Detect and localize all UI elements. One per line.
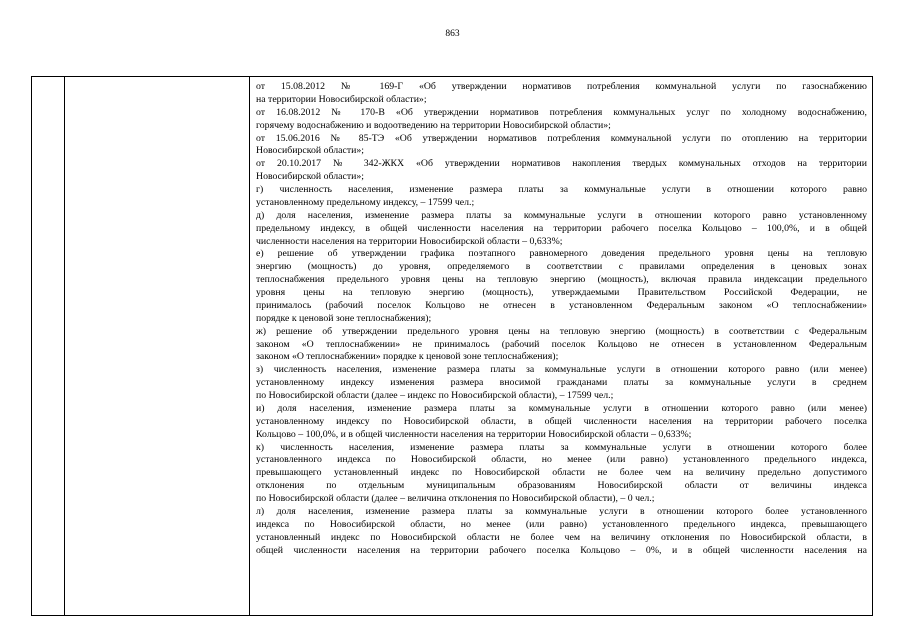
text-line: е) решение об утверждении графика поэтапного равномерного доведения предельного уровня цены на тепловую bbox=[256, 248, 867, 260]
text-line: от 15.06.2016 № 85-ТЭ «Об утверждении нормативов потребления коммунальной услуги по отоплению на территории bbox=[256, 132, 867, 144]
text-line: энергию (мощность) до уровня, определяемого в соответствии с правилами определения в ценовых зонах bbox=[256, 261, 867, 273]
text-line: установленному индексу изменения размера вносимой гражданами платы за коммунальные услуги в среднем bbox=[256, 377, 867, 389]
text-line: установленному предельному индексу, – 17599 чел.; bbox=[256, 196, 475, 208]
table-cell-indicator bbox=[65, 77, 250, 615]
text-line: Новосибирской области»; bbox=[256, 171, 364, 183]
text-line: и) доля населения, изменение размера платы за коммунальные услуги в отношении которого равно (или менее) bbox=[256, 402, 867, 414]
text-line: г) численность населения, изменение размера платы за коммунальные услуги в отношении которого равно bbox=[256, 184, 867, 195]
text-line: установленный индекс по Новосибирской области не более чем на величину отклонения по Новосибирской области, в bbox=[256, 531, 867, 543]
text-line: теплоснабжения предельного уровня цены на тепловую энергию (мощность), включая правила индексации предельного bbox=[256, 274, 867, 286]
text-line: превышающего установленный индекс по Новосибирской области не более чем на величину предельно допустимого bbox=[256, 467, 867, 479]
text-line: ж) решение об утверждении предельного уровня цены на тепловую энергию (мощность) в соответствии с Федеральным bbox=[256, 325, 867, 337]
text-line: к) численность населения, изменение размера платы за коммунальные услуги в отношении которого более bbox=[256, 441, 867, 453]
text-line: д) доля населения, изменение размера платы за коммунальные услуги в отношении которого равно установленному bbox=[256, 209, 867, 221]
text-line: уровня цены на тепловую энергию (мощность), утверждаемыми Правительством Российской Федерации, не bbox=[256, 287, 867, 298]
text-line: по Новосибирской области (далее – индекс по Новосибирской области), – 17599 чел.; bbox=[256, 390, 614, 401]
table-cell-content bbox=[250, 77, 873, 615]
text-line: на территории Новосибирской области»; bbox=[256, 93, 427, 105]
text-line: установленного индекса по Новосибирской области, но менее (или равно) установленного предельного индекса, bbox=[256, 454, 867, 466]
text-line: от 15.08.2012 № 169-Г «Об утверждении нормативов потребления коммунальной услуги по газоснабжению bbox=[256, 81, 867, 92]
text-line: отклонения по отдельным муниципальным образованиям Новосибирской области от величины индекса bbox=[256, 480, 867, 492]
text-line: предельному индексу, в общей численности населения на территории рабочего поселка Кольцово – 100,0%, и в общей bbox=[256, 222, 867, 234]
document-table bbox=[31, 76, 873, 616]
text-line: индекса по Новосибирской области, но менее (или равно) установленного предельного индекса, превышающего bbox=[256, 518, 867, 530]
text-line: принималось (рабочий поселок Кольцово не отнесен в установленном Федеральным законом «О теплоснабжении» bbox=[256, 299, 867, 311]
text-line: з) численность населения, изменение размера платы за коммунальные услуги в отношении которого равно (или менее) bbox=[256, 364, 867, 376]
text-line: порядке к ценовой зоне теплоснабжения); bbox=[256, 312, 432, 324]
text-line: установленному индексу по Новосибирской области, в общей численности населения на территории рабочего поселка bbox=[256, 415, 867, 427]
text-line: горячему водоснабжению и водоотведению на территории Новосибирской области»; bbox=[256, 119, 611, 131]
text-line: Новосибирской области»; bbox=[256, 145, 364, 157]
text-line: л) доля населения, изменение размера платы за коммунальные услуги в отношении которого более установленного bbox=[256, 505, 867, 517]
text-line: численности населения на территории Новосибирской области – 0,633%; bbox=[256, 235, 563, 247]
text-line: Кольцово – 100,0%, и в общей численности населения на территории Новосибирской области – 0,633%; bbox=[256, 428, 692, 440]
text-line: общей численности населения на территории рабочего поселка Кольцово – 0%, и в общей численности населения на bbox=[256, 544, 867, 556]
table-cell-number bbox=[32, 77, 65, 615]
text-line: от 20.10.2017 № 342-ЖКХ «Об утверждении нормативов накопления твердых коммунальных отходов на территории bbox=[256, 158, 867, 170]
text-line: законом «О теплоснабжении» не принималось (рабочий поселок Кольцово не отнесен в установленном Федеральным bbox=[256, 338, 867, 350]
text-line: от 16.08.2012 № 170-В «Об утверждении нормативов потребления коммунальных услуг по холодному водоснабжению, bbox=[256, 106, 867, 118]
text-line: законом «О теплоснабжении» порядке к ценовой зоне теплоснабжения); bbox=[256, 351, 559, 363]
page-number: 863 bbox=[445, 29, 460, 39]
text-line: по Новосибирской области (далее – величина отклонения по Новосибирской области), – 0 чел.; bbox=[256, 493, 655, 504]
